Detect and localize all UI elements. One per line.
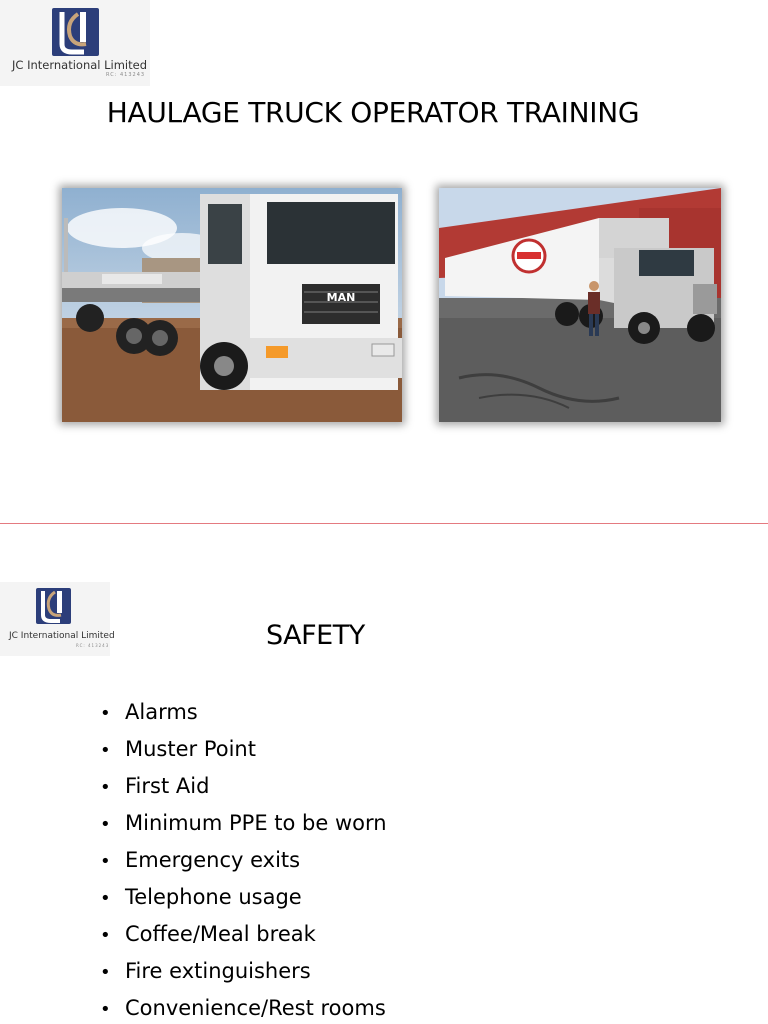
slide-2 [0,526,768,1024]
list-item-text: Muster Point [125,737,256,761]
list-item-text: Coffee/Meal break [125,922,316,946]
bullet-icon: • [100,925,111,946]
slide-title: HAULAGE TRUCK OPERATOR TRAINING [106,96,640,129]
bullet-icon: • [100,999,111,1020]
list-item [100,770,387,807]
slide-title: SAFETY [266,620,365,651]
list-item-text: Convenience/Rest rooms [125,996,386,1020]
bullet-icon: • [100,703,111,724]
bullet-icon: • [100,888,111,909]
truck-badge: MAN [326,291,356,304]
safety-list [100,696,387,1024]
bullet-icon: • [100,851,111,872]
list-item [100,807,387,844]
bullet-icon: • [100,777,111,798]
company-logo [0,582,115,656]
logo-company-name: JC International Limited [12,58,148,72]
list-item [100,844,387,881]
logo-company-name: JC International Limited [9,631,115,641]
list-item-text: First Aid [125,774,210,798]
logo-rc-number: RC: 413243 [76,643,110,648]
list-item [100,918,387,955]
list-item-text: Minimum PPE to be worn [125,811,387,835]
list-item [100,696,387,733]
list-item-text: Fire extinguishers [125,959,311,983]
list-item-text: Telephone usage [125,885,302,909]
slide-divider [0,523,768,524]
bullet-icon: • [100,740,111,761]
list-item [100,733,387,770]
list-item [100,881,387,918]
list-item-text: Alarms [125,700,198,724]
list-item [100,955,387,992]
bullet-icon: • [100,814,111,835]
man-truck-photo [62,188,402,422]
company-logo [0,0,150,86]
bullet-icon: • [100,962,111,983]
logo-rc-number: RC: 413243 [106,72,146,78]
list-item [100,992,387,1024]
semi-truck-photo [439,188,721,422]
list-item-text: Emergency exits [125,848,301,872]
